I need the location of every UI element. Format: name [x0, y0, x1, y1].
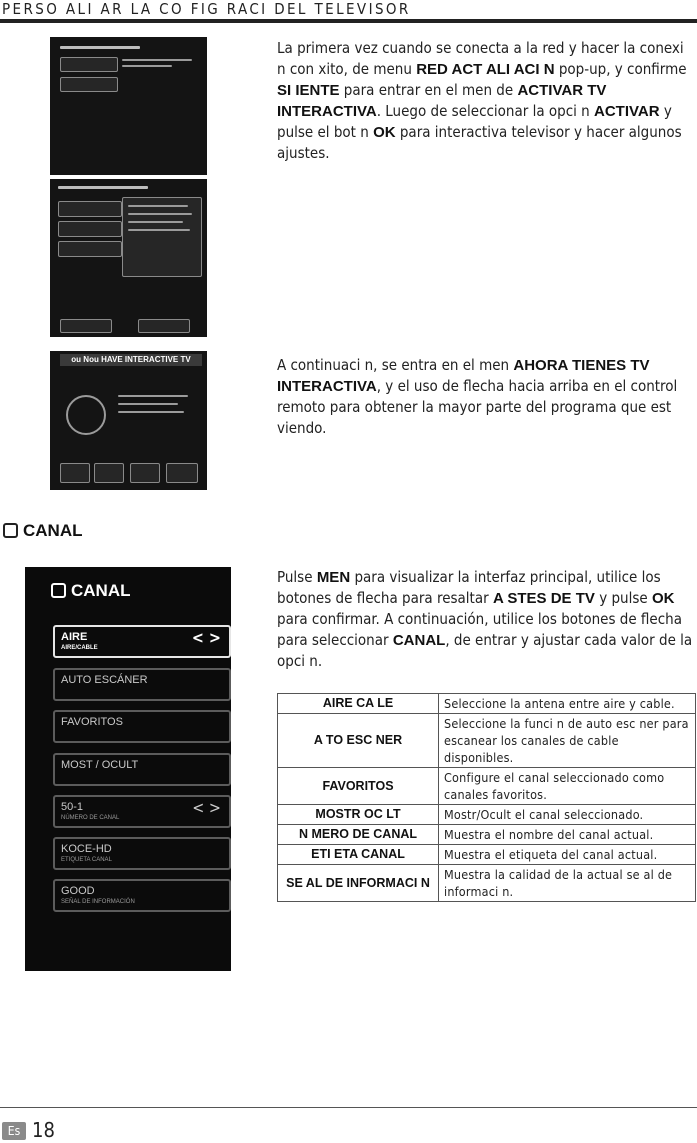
left-right-arrows-icon: < >	[191, 628, 221, 647]
bold-term: RED ACT ALI ACI N	[416, 61, 555, 78]
remote-dpad-icon	[66, 395, 106, 435]
table-row	[278, 865, 696, 902]
bold-term: OK	[651, 590, 675, 607]
option-name: MOSTR OC LT	[278, 805, 439, 825]
text-run: y pulse el bot n	[277, 102, 672, 141]
menu-item-sublabel: ETIQUETA CANAL	[61, 857, 112, 863]
text-run: , de entrar y ajustar cada valor de la opci n.	[277, 631, 693, 670]
text-run: y pulse	[594, 589, 652, 607]
option-name: FAVORITOS	[278, 768, 439, 805]
option-name: N MERO DE CANAL	[278, 825, 439, 845]
intro-paragraph	[277, 38, 693, 164]
bold-term: MEN	[316, 569, 351, 586]
option-name: SE AL DE INFORMACI N	[278, 865, 439, 902]
language-badge: Es	[2, 1122, 26, 1140]
interactive-paragraph	[277, 355, 693, 439]
table-row	[278, 845, 696, 865]
option-name: ETI ETA CANAL	[278, 845, 439, 865]
table-row	[278, 714, 696, 768]
text-run: , y el uso de flecha hacia arriba en el control remoto para obtener la mayor parte del programa que est viendo.	[277, 377, 678, 437]
menu-item-sublabel: NÚMERO DE CANAL	[61, 815, 120, 821]
text-run: para interactiva televisor y hacer algunos ajustes.	[277, 123, 682, 162]
menu-item[interactable]	[53, 668, 231, 701]
bold-term: OK	[373, 124, 396, 141]
bold-term: AHORA TIENES TV INTERACTIVA	[277, 357, 650, 395]
text-run: . Luego de seleccionar la opci n	[376, 102, 594, 120]
canal-options-table	[277, 693, 696, 902]
menu-item[interactable]	[53, 710, 231, 743]
bold-term: ACTIVAR TV INTERACTIVA	[277, 82, 607, 120]
option-description: Seleccione la antena entre aire y cable.	[439, 694, 696, 714]
menu-item[interactable]	[53, 625, 231, 658]
footer-rule	[0, 1107, 697, 1108]
text-run: para confirmar. A continuación, utilice los botones de flecha para seleccionar	[277, 610, 682, 649]
menu-item[interactable]	[53, 837, 231, 870]
menu-item-label: AIRE	[61, 631, 88, 643]
text-run: para visualizar la interfaz principal, utilice los botones de flecha para resaltar	[277, 568, 661, 607]
left-right-arrows-icon: < >	[192, 798, 221, 817]
option-description: Seleccione la funci n de auto esc ner para escanear los canales de cable disponibles.	[439, 714, 696, 768]
menu-item-sublabel: AIRE/CABLE	[61, 645, 98, 651]
tv-now-interactive-screenshot	[50, 351, 207, 490]
menu-item[interactable]	[53, 753, 231, 786]
menu-title	[51, 581, 131, 601]
menu-item[interactable]	[53, 795, 231, 828]
option-description: Muestra el etiqueta del canal actual.	[439, 845, 696, 865]
table-row	[278, 768, 696, 805]
text-run: La primera vez cuando se conecta a la red y hacer la conexi n con xito, de menu	[277, 39, 684, 78]
option-name: AIRE CA LE	[278, 694, 439, 714]
canal-section-heading	[3, 521, 83, 541]
canal-menu-screenshot	[25, 567, 231, 971]
menu-item[interactable]	[53, 879, 231, 912]
text-run: para entrar en el men de	[339, 81, 518, 99]
menu-item-label: KOCE-HD	[61, 843, 112, 855]
tv-activate-interactive-screenshot	[50, 179, 207, 337]
canal-paragraph	[277, 567, 693, 672]
text-run: Pulse	[277, 568, 317, 586]
option-name: A TO ESC NER	[278, 714, 439, 768]
page-number: 18	[32, 1118, 55, 1142]
option-description: Configure el canal seleccionado como canales favoritos.	[439, 768, 696, 805]
canal-heading-text: CANAL	[23, 521, 83, 540]
text-run: A continuaci n, se entra en el men	[277, 356, 514, 374]
option-description: Mostr/Ocult el canal seleccionado.	[439, 805, 696, 825]
menu-item-label: MOST / OCULT	[61, 759, 139, 771]
tv-network-popup-screenshot	[50, 37, 207, 175]
option-description: Muestra la calidad de la actual se al de informaci n.	[439, 865, 696, 902]
tv-icon	[3, 523, 18, 538]
interactive-tv-banner: ou Nou HAVE INTERACTIVE TV	[60, 354, 202, 366]
table-row	[278, 805, 696, 825]
menu-item-label: FAVORITOS	[61, 716, 123, 728]
menu-item-label: AUTO ESCÁNER	[61, 674, 148, 686]
menu-item-label: GOOD	[61, 885, 95, 897]
table-row	[278, 825, 696, 845]
page-header-title: PERSO ALI AR LA CO FIG RACI DEL TELEVISOR	[2, 0, 411, 18]
menu-item-label: 50-1	[61, 801, 84, 813]
menu-item-sublabel: SEÑAL DE INFORMACIÓN	[61, 899, 135, 905]
text-run: pop-up, y confirme	[554, 60, 687, 78]
table-row	[278, 694, 696, 714]
option-description: Muestra el nombre del canal actual.	[439, 825, 696, 845]
bold-term: SI IENTE	[277, 82, 340, 99]
menu-title-text: CANAL	[71, 581, 131, 600]
bold-term: CANAL	[392, 632, 446, 649]
bold-term: A STES DE TV	[492, 590, 595, 607]
bold-term: ACTIVAR	[594, 103, 660, 120]
header-rule	[0, 19, 697, 23]
tv-icon	[51, 583, 66, 598]
